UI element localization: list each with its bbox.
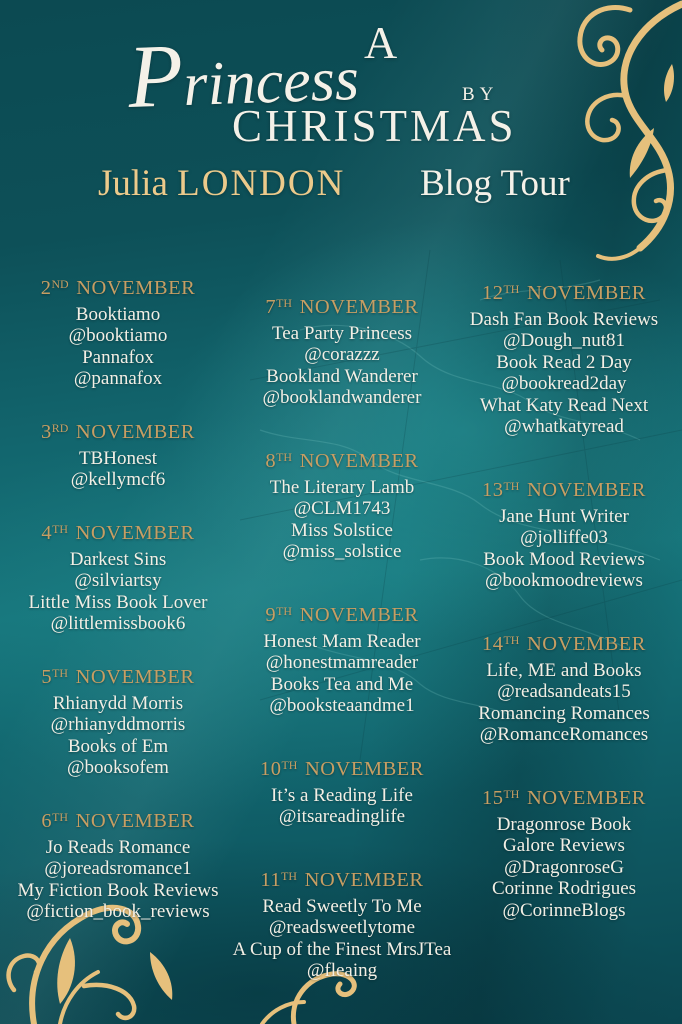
blog-name: TBHonest: [78, 447, 158, 469]
blog-name: Galore Reviews: [503, 835, 625, 857]
twitter-handle: @jolliffe03: [520, 527, 608, 549]
blog-name: A Cup of the Finest MrsJTea: [232, 938, 452, 960]
blog-name: Booktiamo: [75, 303, 161, 325]
author-first-name: Julia: [98, 163, 168, 204]
date-heading: 13TH NOVEMBER: [481, 478, 646, 501]
date-heading: 9TH NOVEMBER: [265, 603, 419, 626]
blog-name: Tea Party Princess: [271, 322, 413, 344]
blog-name: Read Sweetly To Me: [262, 895, 422, 917]
twitter-handle: @DragonroseG: [504, 856, 624, 878]
date-heading: 5TH NOVEMBER: [41, 665, 195, 688]
blog-name: Jane Hunt Writer: [499, 505, 629, 527]
twitter-handle: @readsandeats15: [497, 681, 631, 703]
tour-entry: [482, 474, 646, 592]
twitter-handle: @CLM1743: [293, 498, 391, 520]
blog-name: Dragonrose Book: [496, 813, 632, 835]
blog-name: Bookland Wanderer: [266, 365, 418, 387]
tour-entry: [265, 445, 418, 563]
blog-name: What Katy Read Next: [479, 394, 649, 416]
twitter-handle: @bookread2day: [501, 373, 627, 395]
tour-column: [224, 291, 460, 982]
twitter-handle: @pannafox: [73, 368, 163, 390]
tour-entry: [260, 753, 424, 828]
blog-name: My Fiction Book Reviews: [17, 879, 219, 901]
blog-name: Little Miss Book Lover: [28, 591, 208, 613]
tour-entry: [470, 277, 658, 438]
twitter-handle: @joreadsromance1: [44, 858, 192, 880]
twitter-handle: @booklandwanderer: [262, 387, 422, 409]
twitter-handle: @booksteaandme1: [269, 695, 415, 717]
twitter-handle: @miss_solstice: [282, 541, 402, 563]
tour-column: [446, 277, 682, 921]
date-heading: 2ND NOVEMBER: [40, 276, 196, 299]
blog-name: Darkest Sins: [69, 548, 167, 570]
title-word-a: A: [364, 17, 398, 68]
blog-name: Books Tea and Me: [270, 673, 414, 695]
blog-name: Jo Reads Romance: [45, 836, 191, 858]
twitter-handle: @bookmoodreviews: [485, 570, 643, 592]
tour-entry: [41, 272, 196, 390]
twitter-handle: @booksofem: [67, 757, 169, 779]
date-heading: 11TH NOVEMBER: [260, 868, 424, 891]
blog-name: Dash Fan Book Reviews: [469, 308, 659, 330]
twitter-handle: @itsareadinglife: [278, 806, 406, 828]
twitter-handle: @readsweetlytome: [268, 917, 416, 939]
date-heading: 4TH NOVEMBER: [41, 521, 195, 544]
twitter-handle: @RomanceRomances: [479, 724, 649, 746]
tour-entry: [41, 661, 194, 779]
blog-name: Book Mood Reviews: [483, 548, 645, 570]
date-heading: 12TH NOVEMBER: [481, 281, 646, 304]
twitter-handle: @booktiamo: [68, 325, 168, 347]
blog-tour-label: Blog Tour: [420, 163, 570, 204]
blog-name: Rhianydd Morris: [52, 692, 184, 714]
twitter-handle: @fleaing: [306, 960, 378, 982]
tour-entry: [482, 782, 646, 921]
twitter-handle: @silviartsy: [74, 570, 162, 592]
tour-entry: [41, 416, 195, 491]
title-word-christmas: CHRISTMAS: [232, 101, 517, 151]
twitter-handle: @fiction_book_reviews: [26, 901, 210, 923]
tour-column: [0, 272, 236, 923]
blog-name: Books of Em: [67, 735, 169, 757]
date-heading: 10TH NOVEMBER: [259, 757, 424, 780]
twitter-handle: @rhianyddmorris: [50, 714, 186, 736]
blog-name: Pannafox: [82, 346, 154, 368]
tour-entry: [17, 805, 218, 923]
twitter-handle: @kellymcf6: [70, 469, 166, 491]
tour-entry: [263, 291, 422, 409]
blog-name: Life, ME and Books: [486, 659, 642, 681]
date-heading: 7TH NOVEMBER: [265, 295, 419, 318]
blog-name: Miss Solstice: [291, 519, 393, 541]
blog-name: It’s a Reading Life: [271, 784, 413, 806]
author-last-name: LONDON: [177, 163, 346, 204]
blog-name: Honest Mam Reader: [263, 630, 421, 652]
date-heading: 3RD NOVEMBER: [41, 420, 195, 443]
blog-name: Book Read 2 Day: [496, 351, 632, 373]
title-word-by: BY: [462, 84, 499, 105]
date-heading: 14TH NOVEMBER: [481, 632, 646, 655]
tour-entry: [29, 517, 208, 635]
twitter-handle: @CorinneBlogs: [502, 899, 626, 921]
blog-name: Romancing Romances: [478, 702, 650, 724]
blog-name: The Literary Lamb: [269, 476, 415, 498]
tour-entry: [263, 599, 420, 717]
title-word-princess: Princess: [126, 26, 361, 127]
twitter-handle: @whatkatyread: [504, 416, 624, 438]
date-heading: 15TH NOVEMBER: [481, 786, 646, 809]
twitter-handle: @corazzz: [304, 344, 380, 366]
tour-entry: [478, 628, 650, 746]
date-heading: 6TH NOVEMBER: [41, 809, 195, 832]
twitter-handle: @honestmamreader: [265, 652, 419, 674]
twitter-handle: @Dough_nut81: [503, 330, 625, 352]
date-heading: 8TH NOVEMBER: [265, 449, 419, 472]
twitter-handle: @littlemissbook6: [50, 613, 186, 635]
blog-name: Corinne Rodrigues: [491, 878, 637, 900]
tour-entry: [233, 864, 452, 982]
